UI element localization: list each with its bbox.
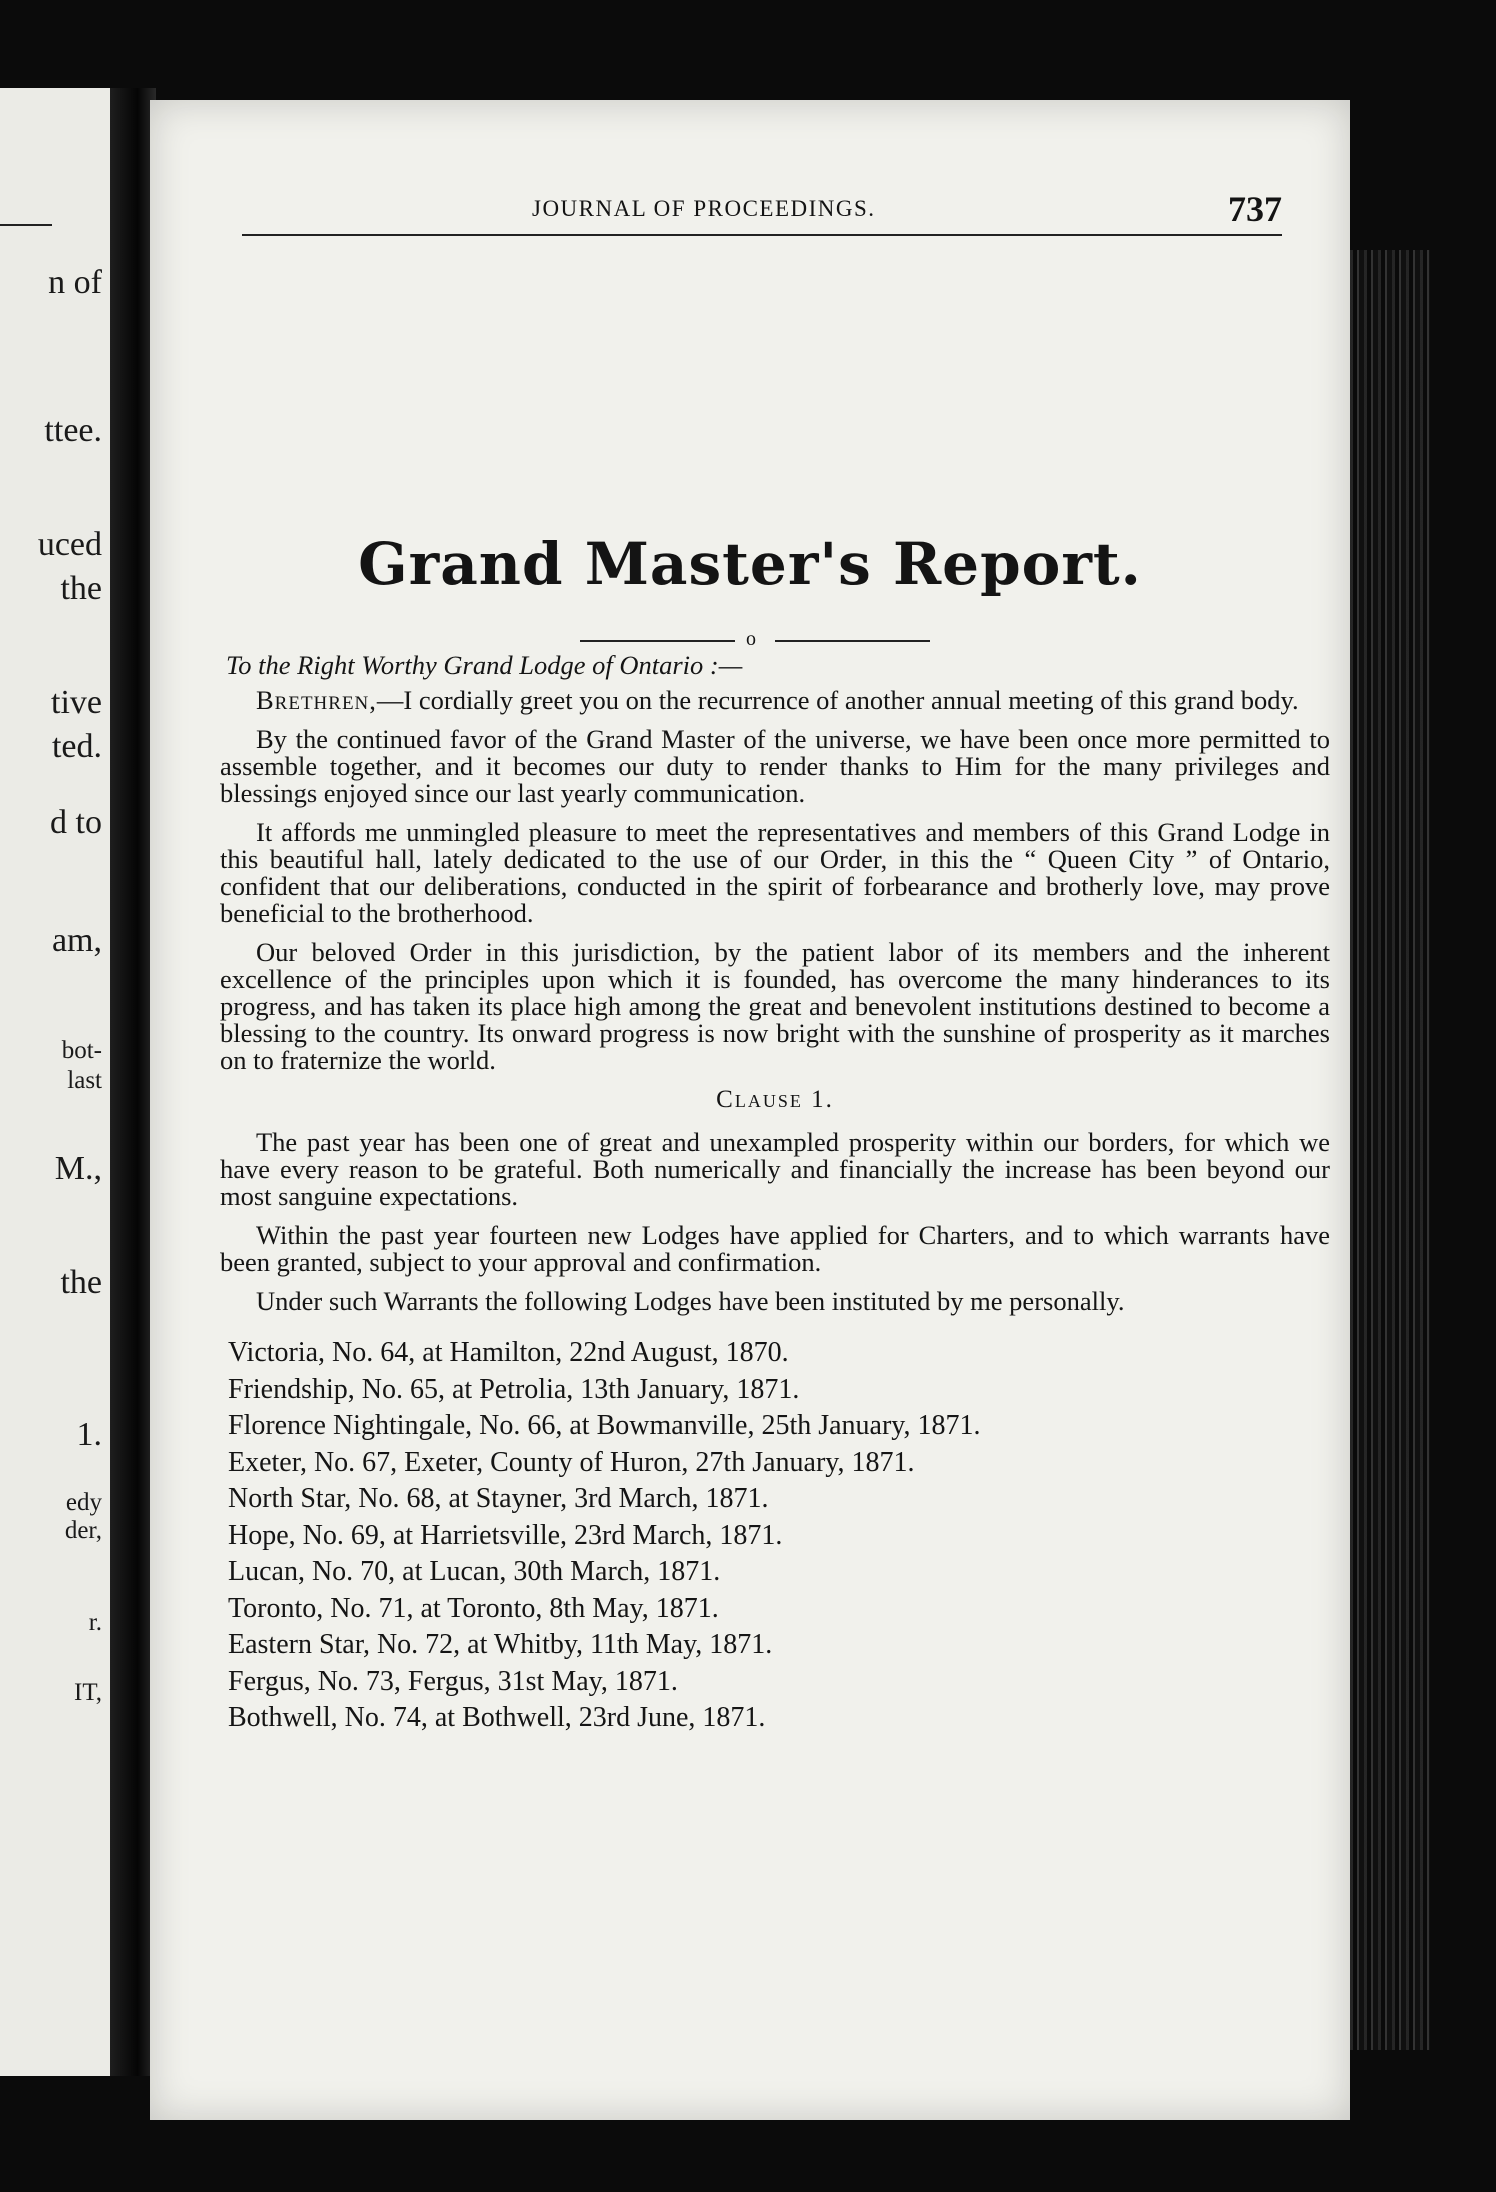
running-head: JOURNAL OF PROCEEDINGS. — [532, 196, 876, 221]
left-fragment: the — [60, 570, 102, 607]
left-fragment: ted. — [51, 728, 102, 765]
lodge-list — [228, 1335, 1330, 1737]
left-page-header-rule — [0, 224, 52, 226]
divider-line — [580, 640, 735, 642]
paragraph: It affords me unmingled pleasure to meet the representatives and members of this Grand Lodge in this beautiful hall, lately dedicated to the use of our Order, in this the “ Queen City ” of Ontario, confident that our deliberations, conducted in the spirit of forbearance and brotherly love, may prove beneficial to the brotherhood. — [220, 817, 1330, 928]
left-fragment: M., — [54, 1150, 102, 1187]
list-item: Bothwell, No. 74, at Bothwell, 23rd June, 1871. — [228, 1702, 766, 1733]
report-body — [220, 652, 1330, 1737]
page-number: 737 — [1228, 189, 1282, 229]
salutation: To the Right Worthy Grand Lodge of Ontario :— — [226, 650, 743, 680]
list-item: Exeter, No. 67, Exeter, County of Huron, 27th January, 1871. — [228, 1446, 915, 1478]
left-fragment: r. — [88, 1609, 102, 1636]
paragraph-lead: Brethren, — [256, 685, 377, 715]
paragraph: The past year has been one of great and unexampled prosperity within our borders, for which we have every reason to be grateful. Both numerically and financially the increase has been beyond our most sanguine expectations. — [220, 1127, 1330, 1211]
left-fragment: 1. — [76, 1416, 102, 1453]
header-rule — [242, 234, 1282, 236]
list-item: Toronto, No. 71, at Toronto, 8th May, 1871. — [228, 1592, 719, 1624]
list-item: North Star, No. 68, at Stayner, 3rd March, 1871. — [228, 1483, 769, 1514]
list-item: Eastern Star, No. 72, at Whitby, 11th May, 1871. — [228, 1629, 773, 1660]
page-title: Grand Master's Report. — [358, 530, 1142, 598]
left-fragment: bot- — [61, 1037, 102, 1064]
paragraph: Within the past year fourteen new Lodges have applied for Charters, and to which warrants have been granted, subject to your approval and confirmation. — [220, 1220, 1330, 1277]
paragraph-text: —I cordially greet you on the recurrence of another annual meeting of this grand body. — [376, 685, 1299, 715]
left-fragment: tive — [51, 684, 102, 721]
clause-heading: Clause 1. — [716, 1086, 834, 1113]
left-fragment: n of — [48, 264, 102, 301]
list-item: Lucan, No. 70, at Lucan, 30th March, 1871. — [228, 1556, 721, 1587]
left-fragment: the — [60, 1264, 102, 1301]
list-item: Fergus, No. 73, Fergus, 31st May, 1871. — [228, 1665, 678, 1697]
left-page-fragment — [0, 88, 110, 2076]
page-header — [242, 189, 1282, 242]
divider-mark: o — [746, 628, 756, 650]
title-divider — [580, 630, 930, 650]
left-fragment: d to — [50, 804, 102, 841]
page-stack-edge — [1350, 250, 1430, 2050]
left-fragment: last — [67, 1067, 102, 1094]
list-item: Florence Nightingale, No. 66, at Bowmanville, 25th January, 1871. — [228, 1410, 981, 1441]
left-fragment: edy — [65, 1489, 102, 1516]
left-fragment: ttee. — [44, 412, 102, 449]
divider-line — [775, 640, 930, 642]
paragraph: Under such Warrants the following Lodges have been instituted by me personally. — [256, 1286, 1125, 1316]
list-item: Friendship, No. 65, at Petrolia, 13th January, 1871. — [228, 1373, 800, 1405]
list-item: Victoria, No. 64, at Hamilton, 22nd August, 1870. — [228, 1337, 789, 1368]
left-fragment: IT, — [74, 1679, 102, 1706]
left-fragment: uced — [37, 526, 102, 563]
document-page — [150, 100, 1350, 2120]
paragraph: By the continued favor of the Grand Master of the universe, we have been once more permitted to assemble together, and it becomes our duty to render thanks to Him for the many privileges and blessings enjoyed since our last yearly communication. — [220, 724, 1330, 808]
list-item: Hope, No. 69, at Harrietsville, 23rd March, 1871. — [228, 1519, 783, 1551]
left-fragment: der, — [64, 1517, 102, 1544]
left-fragment: am, — [51, 922, 102, 959]
paragraph — [220, 687, 1330, 714]
paragraph: Our beloved Order in this jurisdiction, by the patient labor of its members and the inherent excellence of the principles upon which it is founded, has overcome the many hinderances to its progress, and has taken its place high among the great and benevolent institutions destined to become a blessing to the country. Its onward progress is now bright with the sunshine of prosperity as it marches on to fraternize the world. — [220, 937, 1330, 1075]
